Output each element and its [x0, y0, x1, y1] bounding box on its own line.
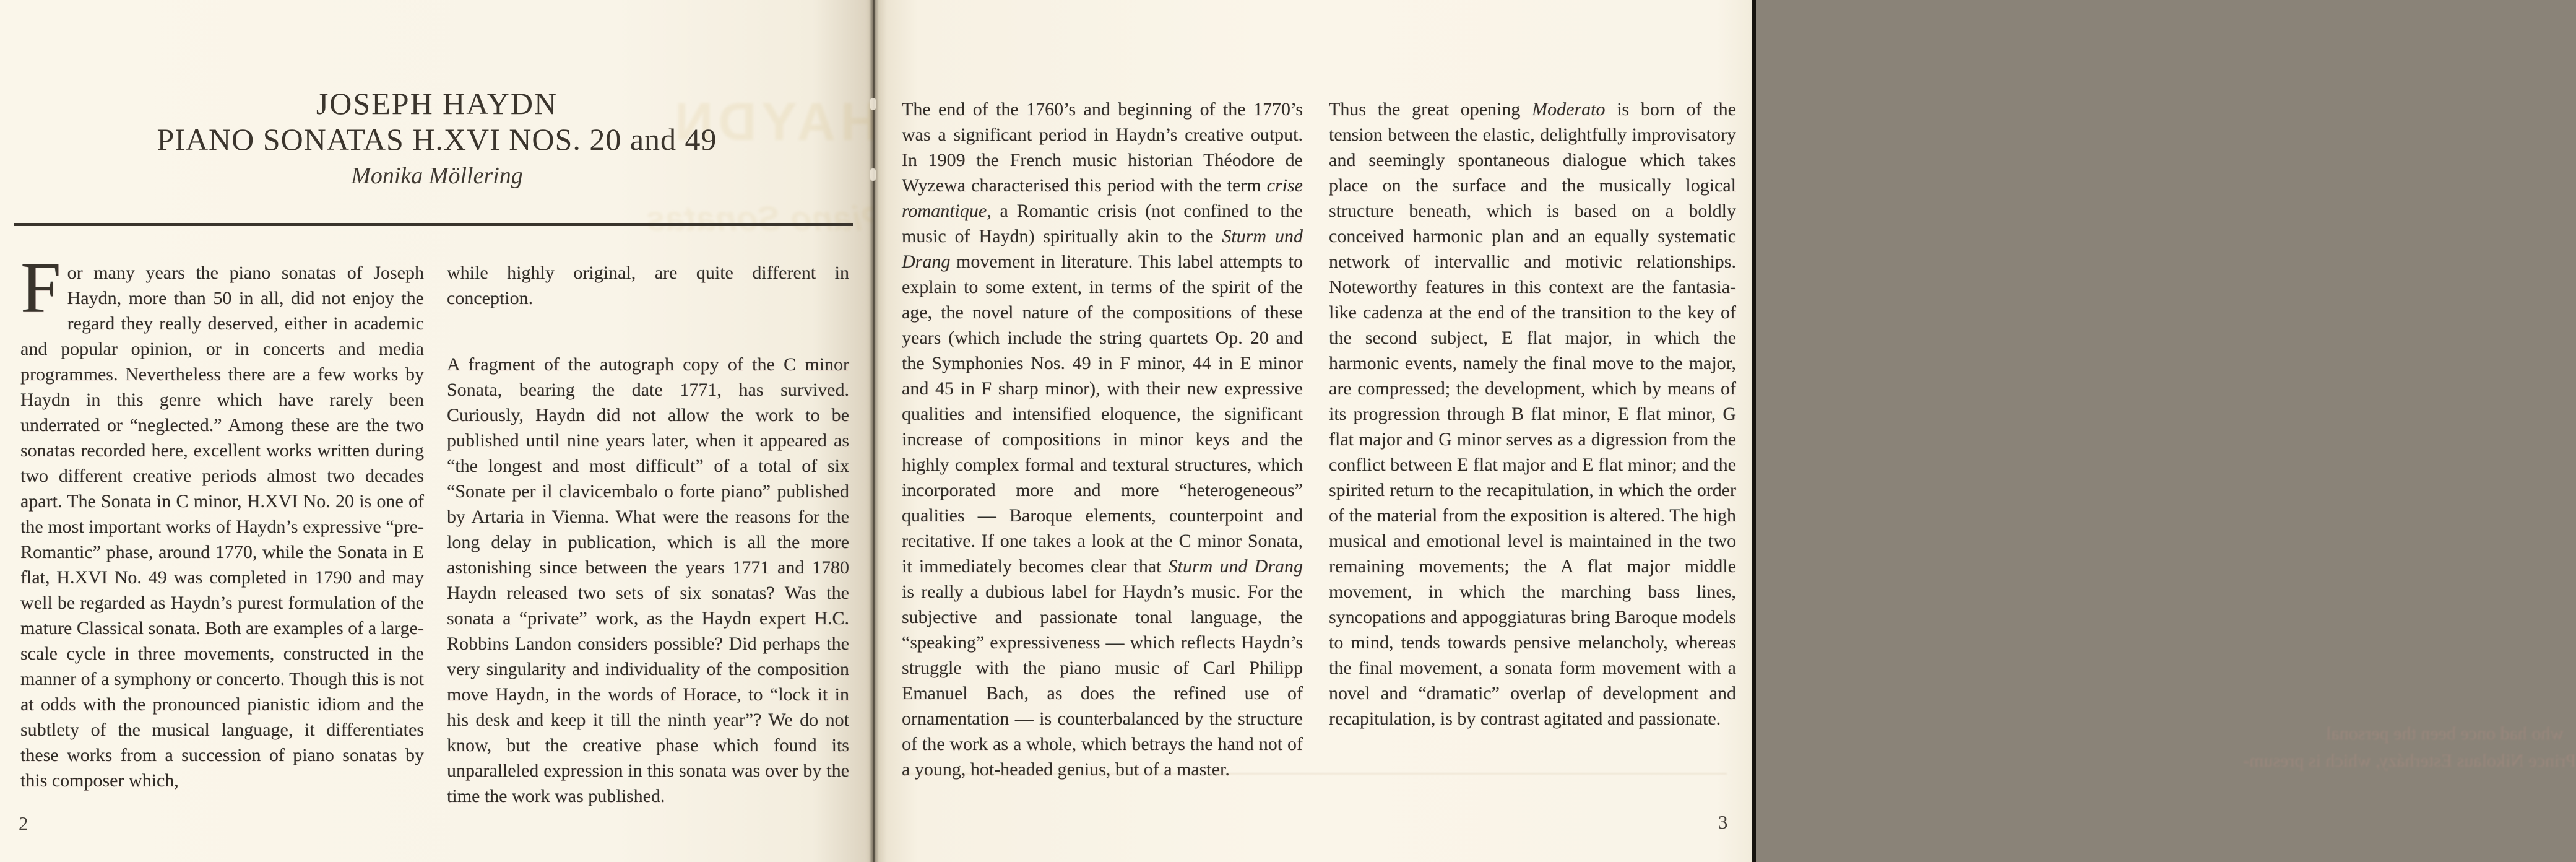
booklet-title-line2: PIANO SONATAS H.XVI NOS. 20 and 49: [157, 122, 717, 157]
booklet-title-line1: JOSEPH HAYDN: [316, 86, 558, 121]
paragraph-intro: [20, 247, 424, 793]
title-divider-rule: [14, 223, 853, 226]
drop-cap: F: [20, 247, 61, 328]
bleed-through-line-1: who had once been the personal: [2325, 723, 2564, 744]
page-left: [0, 0, 885, 862]
bleed-through-line-2: Prince Nikolaus Esterházy, which is presum-: [2243, 751, 2576, 771]
gutter-fold: [869, 0, 879, 862]
photo-edge: [1752, 0, 1756, 862]
left-page-column-2: [447, 260, 849, 809]
paragraph-moderato: Thus the great opening Moderato is born of the tension between the elastic, delightfully improvisatory and seemingly spontaneous dialogue which takes place on the surface and the musically logical structure beneath, which is based on a boldly conceived harmonic plan and an equally systematic network of intervallic and motivic relationships. Noteworthy features in this context are the fantasia-like cadenza at the end of the transition to the key of the second subject, E flat major, in which the harmonic events, namely the final move to the major, are compressed; the development, which by means of its progression through B flat minor, E flat minor, G flat major and G minor serves as a digression from the conflict between E flat major and E flat minor; and the spirited return to the recapitulation, in which the order of the material from the exposition is altered. The high musical and emotional level is maintained in the two remaining movements; the A flat major middle movement, in which the marching bass lines, syncopations and appoggiaturas bring Baroque models to mind, tends towards pensive melancholy, whereas the final movement, a sonata form movement with a novel and “dramatic” overlap of development and recapitulation, is by contrast agitated and passionate.: [1329, 99, 1736, 729]
paragraph-continuation: while highly original, are quite different in conception.: [447, 263, 849, 308]
right-page-column-2: [1329, 97, 1736, 731]
bleed-through-subtitle-ghost: Piano Sonatas: [646, 199, 885, 238]
bleed-through-rule: [904, 773, 1727, 775]
paragraph-intro-text: or many years the piano sonatas of Joseph Haydn, more than 50 in all, did not enjoy the regard they really deserved, either in academic and popular opinion, or in concerts and media programmes. Nevertheless there are a few works by Haydn in this genre which have rarely been underrated or “neglected.” Among these are the two sonatas recorded here, excellent works written during two different creative periods almost two decades apart. The Sonata in C minor, H.XVI No. 20 is one of the most important works of Haydn’s expressive “pre-Romantic” phase, around 1770, while the Sonata in E flat, H.XVI No. 49 was completed in 1790 and may well be regarded as Haydn’s purest formulation of the mature Classical sonata. Both are examples of a large-scale cycle in three movements, constructed in the manner of a symphony or concerto. Though this is not at odds with the pronounced pianistic idiom and the subtlety of the musical language, it differentiates these works from a succession of piano sonatas by this composer which,: [20, 263, 424, 791]
page-number-left: 2: [19, 812, 28, 834]
paragraph-sturm-und-drang: The end of the 1760’s and beginning of the 1770’s was a significant period in Haydn’s creative output. In 1909 the French music historian Théodore de Wyzewa characterised this period with the term crise romantique, a Romantic crisis (not confined to the music of Haydn) spiritually akin to the Sturm und Drang movement in literature. This label attempts to explain to some extent, in terms of the spirit of the age, the novel nature of the compositions of these years (which include the string quartets Op. 20 and the Symphonies Nos. 49 in F minor, 44 in E minor and 45 in F sharp minor), with their new expressive qualities and intensified eloquence, the significant increase of compositions in minor keys and the highly complex formal and textural structures, which incorporated more and more “heterogeneous” qualities — Baroque elements, counterpoint and recitative. If one takes a look at the C minor Sonata, it immediately becomes clear that Sturm und Drang is really a dubious label for Haydn’s music. For the subjective and passionate tonal language, the “speaking” expressiveness — which reflects Haydn’s struggle with the piano music of Carl Philipp Emanuel Bach, as does the refined use of ornamentation — is counterbalanced by the structure of the work as a whole, which betrays the hand not of a young, hot-headed genius, but of a master.: [902, 99, 1303, 780]
left-page-column-1: [20, 247, 424, 793]
bleed-through-title-ghost: HAYDN: [670, 92, 879, 152]
stitch-mark-bottom: [870, 168, 876, 181]
page-number-right: 3: [1718, 811, 1728, 833]
stitch-mark-top: [870, 98, 876, 110]
right-page-column-1: [902, 97, 1303, 782]
author-name: Monika Möllering: [351, 163, 523, 189]
paragraph-autograph: A fragment of the autograph copy of the C minor Sonata, bearing the date 1771, has survived. Curiously, Haydn did not allow the work to be published until nine years later, when it appeared as “the longest and most difficult” of a total of six “Sonate per il clavicembalo o forte piano” published by Artaria in Vienna. What were the reasons for the long delay in publication, which is all the more astonishing since between the years 1771 and 1780 Haydn released two sets of six sonatas? Was the sonata a “private” work, as the Haydn expert H.C. Robbins Landon considers possible? Did perhaps the very singularity and individuality of the composition move Haydn, in the words of Horace, to “lock it in his desk and keep it till the ninth year”? We do not know, but the creative phase which found its unparalleled expression in this sonata was over by the time the work was published.: [447, 354, 849, 806]
